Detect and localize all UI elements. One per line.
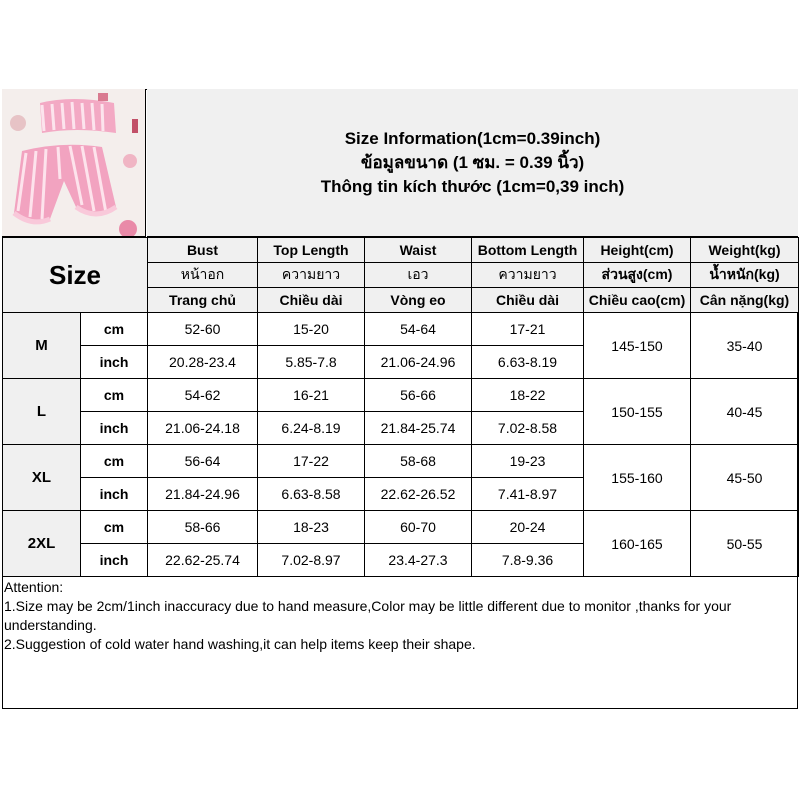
waist-cm: 56-66 xyxy=(365,379,472,412)
size-info-header xyxy=(147,89,798,237)
bust-cm: 56-64 xyxy=(148,445,258,478)
top-length-cm: 17-22 xyxy=(258,445,365,478)
col-height-en: Height(cm) xyxy=(584,238,691,263)
info-title-th: ข้อมูลขนาด (1 ซม. = 0.39 นิ้ว) xyxy=(360,152,585,172)
top-length-cm: 18-23 xyxy=(258,511,365,544)
col-bust-vi: Trang chủ xyxy=(148,288,258,313)
bottom-length-inch: 7.41-8.97 xyxy=(472,478,584,511)
top-length-inch: 6.63-8.58 xyxy=(258,478,365,511)
height-value: 155-160 xyxy=(584,445,691,511)
bottom-length-cm: 19-23 xyxy=(472,445,584,478)
bust-cm: 54-62 xyxy=(148,379,258,412)
waist-cm: 54-64 xyxy=(365,313,472,346)
weight-value: 35-40 xyxy=(691,313,799,379)
top-length-cm: 16-21 xyxy=(258,379,365,412)
weight-value: 40-45 xyxy=(691,379,799,445)
bottom-length-inch: 7.8-9.36 xyxy=(472,544,584,577)
col-weight-th: น้ำหนัก(kg) xyxy=(691,263,799,288)
info-title-en: Size Information(1cm=0.39inch) xyxy=(344,128,601,148)
col-bottom-length-th: ความยาว xyxy=(472,263,584,288)
col-bust-en: Bust xyxy=(148,238,258,263)
col-waist-vi: Vòng eo xyxy=(365,288,472,313)
size-label: M xyxy=(3,313,81,379)
unit-inch: inch xyxy=(81,346,148,379)
col-weight-vi: Cân nặng(kg) xyxy=(691,288,799,313)
col-waist-en: Waist xyxy=(365,238,472,263)
size-table xyxy=(2,237,799,577)
unit-cm: cm xyxy=(81,511,148,544)
size-label: XL xyxy=(3,445,81,511)
col-waist-th: เอว xyxy=(365,263,472,288)
attention-line-1: 1.Size may be 2cm/1inch inaccuracy due to hand measure,Color may be little different due to monitor ,thanks for your understanding. xyxy=(4,598,732,633)
table-row xyxy=(3,445,799,478)
bottom-length-cm: 20-24 xyxy=(472,511,584,544)
bust-inch: 21.06-24.18 xyxy=(148,412,258,445)
unit-cm: cm xyxy=(81,445,148,478)
col-bottom-length-vi: Chiều dài xyxy=(472,288,584,313)
info-title-vi: Thông tin kích thước (1cm=0,39 inch) xyxy=(320,176,625,196)
col-height-th: ส่วนสูง(cm) xyxy=(584,263,691,288)
bust-cm: 58-66 xyxy=(148,511,258,544)
col-weight-en: Weight(kg) xyxy=(691,238,799,263)
top-length-cm: 15-20 xyxy=(258,313,365,346)
product-photo xyxy=(2,89,146,237)
col-bust-th: หน้าอก xyxy=(148,263,258,288)
top-length-inch: 7.02-8.97 xyxy=(258,544,365,577)
unit-inch: inch xyxy=(81,544,148,577)
size-label: L xyxy=(3,379,81,445)
weight-value: 45-50 xyxy=(691,445,799,511)
col-top-length-en: Top Length xyxy=(258,238,365,263)
waist-inch: 22.62-26.52 xyxy=(365,478,472,511)
top-length-inch: 6.24-8.19 xyxy=(258,412,365,445)
col-bottom-length-en: Bottom Length xyxy=(472,238,584,263)
waist-cm: 58-68 xyxy=(365,445,472,478)
bottom-length-inch: 7.02-8.58 xyxy=(472,412,584,445)
bust-cm: 52-60 xyxy=(148,313,258,346)
unit-cm: cm xyxy=(81,313,148,346)
unit-inch: inch xyxy=(81,478,148,511)
bust-inch: 21.84-24.96 xyxy=(148,478,258,511)
attention-line-2: 2.Suggestion of cold water hand washing,it can help items keep their shape. xyxy=(4,636,476,652)
height-value: 160-165 xyxy=(584,511,691,577)
size-label: 2XL xyxy=(3,511,81,577)
bust-inch: 22.62-25.74 xyxy=(148,544,258,577)
unit-inch: inch xyxy=(81,412,148,445)
top-length-inch: 5.85-7.8 xyxy=(258,346,365,379)
bottom-length-cm: 17-21 xyxy=(472,313,584,346)
bottom-length-cm: 18-22 xyxy=(472,379,584,412)
col-top-length-th: ความยาว xyxy=(258,263,365,288)
waist-inch: 23.4-27.3 xyxy=(365,544,472,577)
height-value: 145-150 xyxy=(584,313,691,379)
col-top-length-vi: Chiều dài xyxy=(258,288,365,313)
table-row xyxy=(3,313,799,346)
attention-title: Attention: xyxy=(4,579,64,595)
bottom-length-inch: 6.63-8.19 xyxy=(472,346,584,379)
height-value: 150-155 xyxy=(584,379,691,445)
pajama-set-image xyxy=(2,89,146,237)
attention-notes xyxy=(4,578,794,654)
bust-inch: 20.28-23.4 xyxy=(148,346,258,379)
weight-value: 50-55 xyxy=(691,511,799,577)
waist-inch: 21.06-24.96 xyxy=(365,346,472,379)
table-row xyxy=(3,511,799,544)
table-row xyxy=(3,379,799,412)
unit-cm: cm xyxy=(81,379,148,412)
size-column-title: Size xyxy=(3,238,148,313)
waist-inch: 21.84-25.74 xyxy=(365,412,472,445)
col-height-vi: Chiều cao(cm) xyxy=(584,288,691,313)
waist-cm: 60-70 xyxy=(365,511,472,544)
